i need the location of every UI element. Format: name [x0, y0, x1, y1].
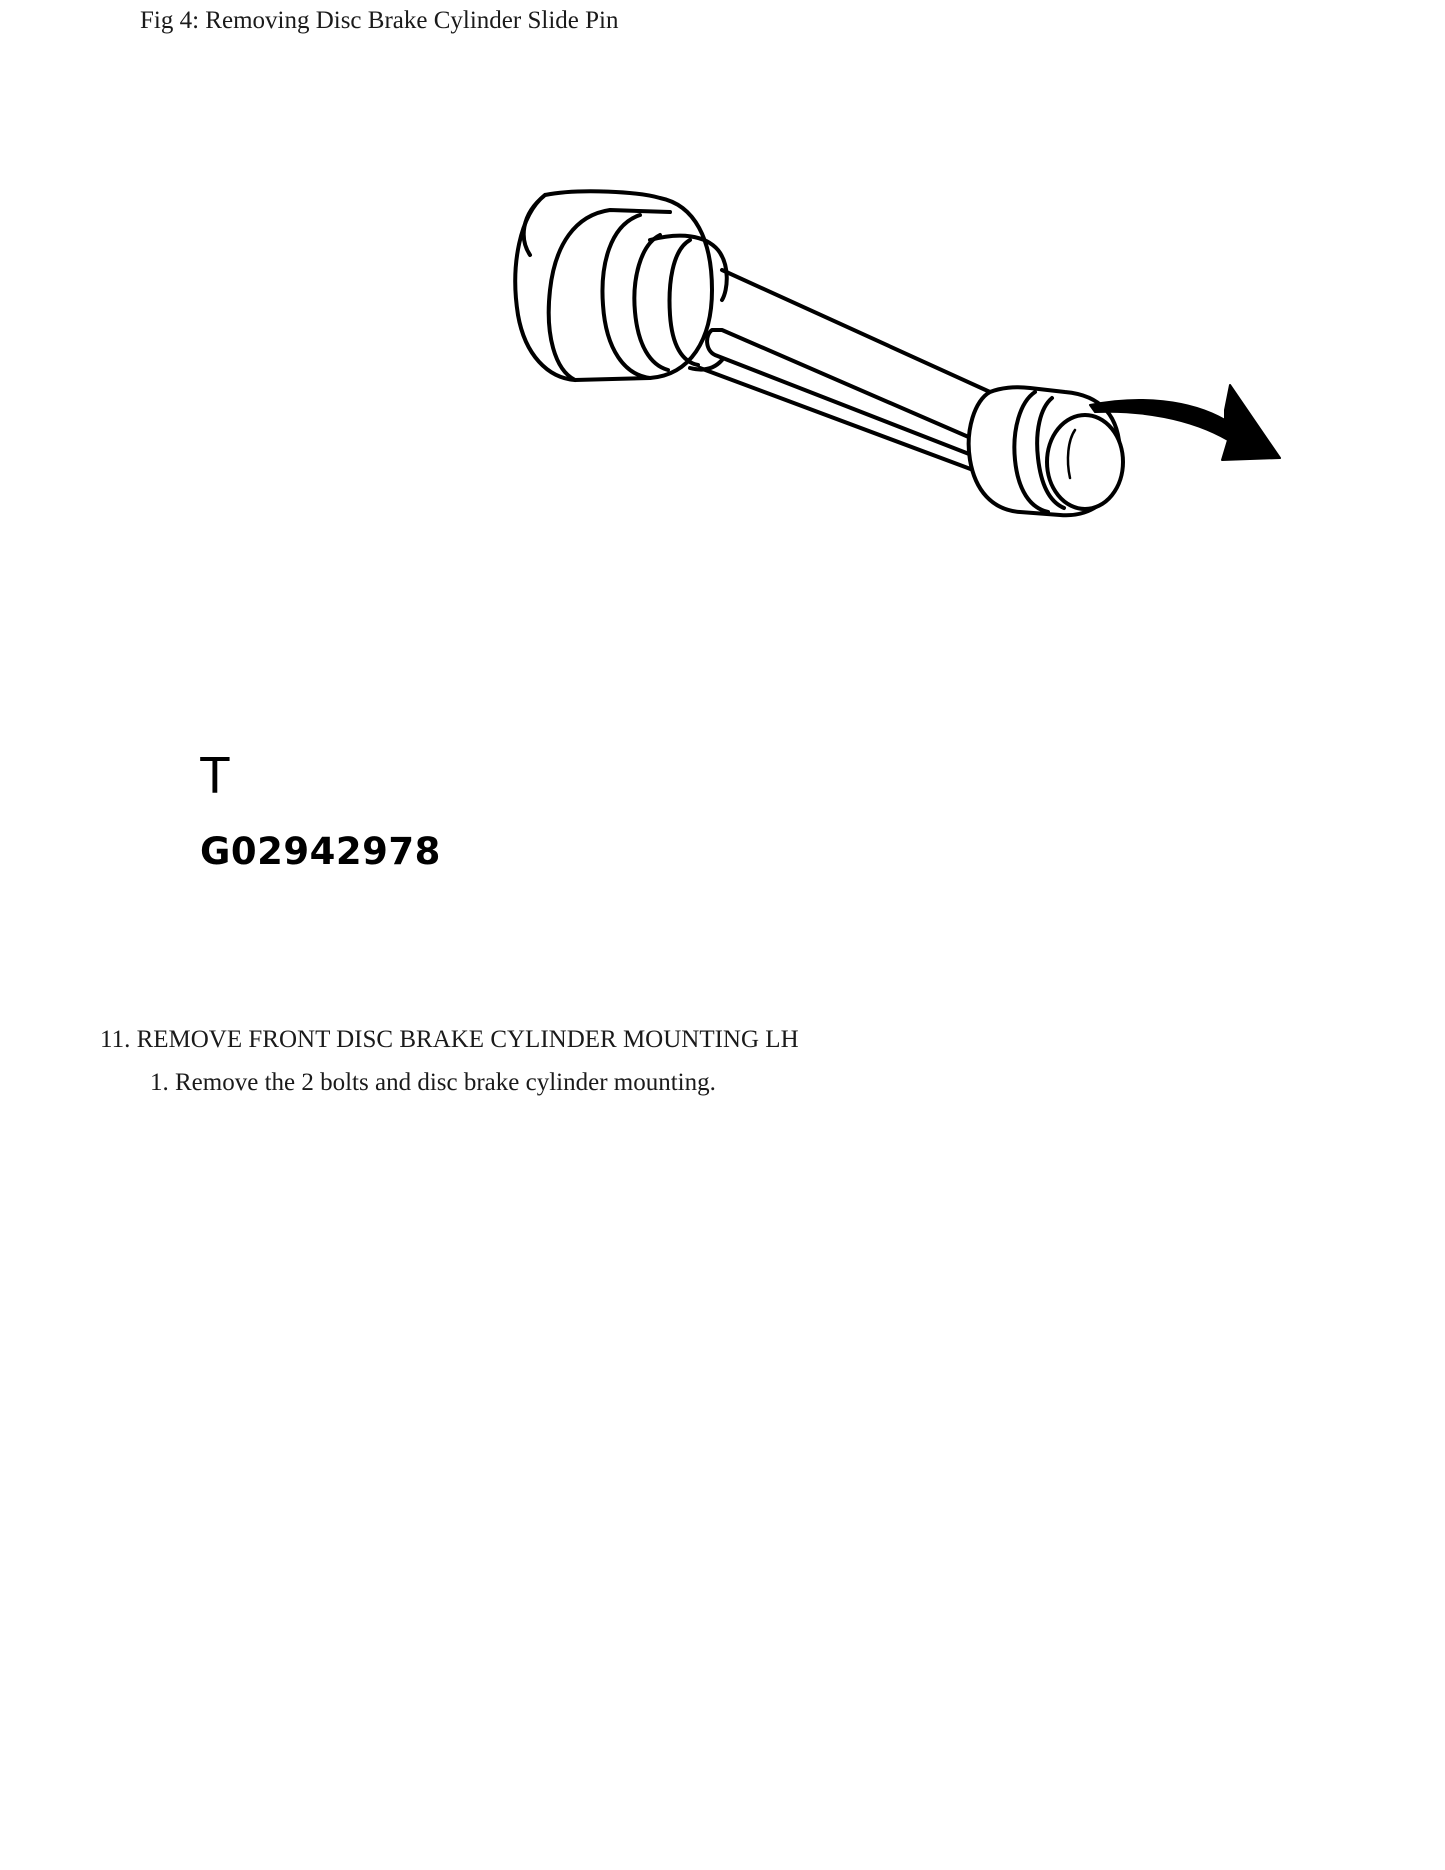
figure-code: G02942978	[200, 830, 441, 873]
substep-1: 1. Remove the 2 bolts and disc brake cylinder mounting.	[150, 1069, 716, 1096]
figure-letter-label: T	[199, 747, 231, 805]
figure-caption: Fig 4: Removing Disc Brake Cylinder Slide Pin	[140, 7, 619, 34]
step-heading: 11. REMOVE FRONT DISC BRAKE CYLINDER MOUNTING LH	[100, 1026, 799, 1053]
